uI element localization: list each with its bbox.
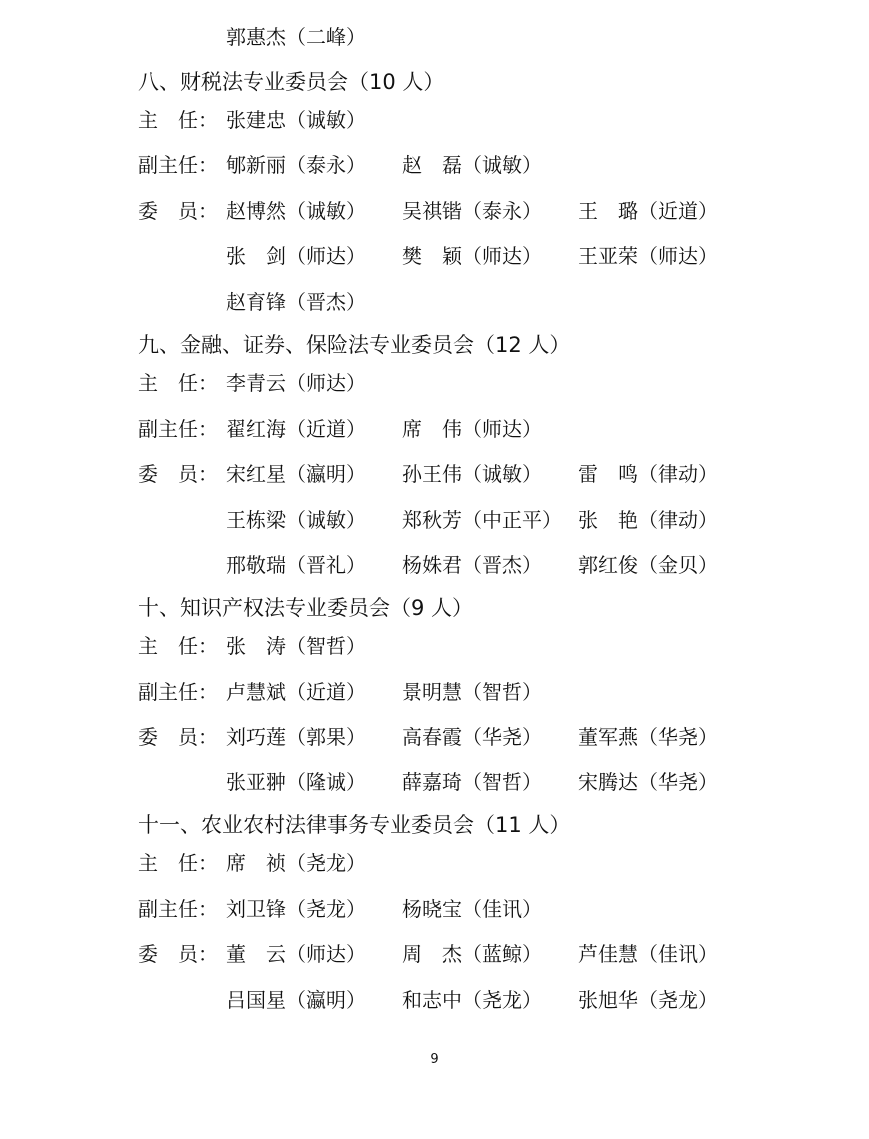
page-number: 9 (430, 1052, 439, 1067)
member-name: 刘卫锋（尧龙） (226, 897, 366, 921)
member-name: 张建忠（诚敏） (226, 108, 366, 132)
member-name: 孙王伟（诚敏） (402, 462, 542, 486)
member-name: 张亚翀（隆诚） (226, 770, 366, 794)
role-label: 主 任： (138, 634, 218, 658)
role-label: 副主任： (138, 897, 218, 921)
member-name: 李青云（师达） (226, 371, 366, 395)
role-label: 委 员： (138, 199, 218, 223)
role-label: 副主任： (138, 680, 218, 704)
role-label: 主 任： (138, 108, 218, 132)
member-name: 董 云（师达） (226, 942, 366, 966)
member-name: 和志中（尧龙） (402, 988, 542, 1012)
member-name: 张 艳（律动） (578, 508, 718, 532)
member-name: 王 璐（近道） (578, 199, 718, 223)
member-name: 郭惠杰（二峰） (226, 25, 366, 49)
role-label: 副主任： (138, 153, 218, 177)
member-name: 吴祺锴（泰永） (402, 199, 542, 223)
member-name: 赵博然（诚敏） (226, 199, 366, 223)
member-name: 芦佳慧（佳讯） (578, 942, 718, 966)
member-name: 张旭华（尧龙） (578, 988, 718, 1012)
member-name: 宋红星（瀛明） (226, 462, 366, 486)
role-label: 主 任： (138, 851, 218, 875)
member-name: 杨姝君（晋杰） (402, 553, 542, 577)
member-name: 郭红俊（金贝） (578, 553, 718, 577)
member-name: 刘巧莲（郭果） (226, 725, 366, 749)
member-name: 董军燕（华尧） (578, 725, 718, 749)
member-name: 樊 颖（师达） (402, 244, 542, 268)
member-name: 郇新丽（泰永） (226, 153, 366, 177)
member-name: 薛嘉琦（智哲） (402, 770, 542, 794)
member-name: 郑秋芳（中正平） (402, 508, 562, 532)
member-name: 周 杰（蓝鲸） (402, 942, 542, 966)
member-name: 席 祯（尧龙） (226, 851, 366, 875)
member-name: 雷 鸣（律动） (578, 462, 718, 486)
section-title: 十一、农业农村法律事务专业委员会（11 人） (138, 813, 571, 837)
section-title: 八、财税法专业委员会（10 人） (138, 70, 445, 94)
member-name: 赵 磊（诚敏） (402, 153, 542, 177)
member-name: 景明慧（智哲） (402, 680, 542, 704)
member-name: 吕国星（瀛明） (226, 988, 366, 1012)
member-name: 翟红海（近道） (226, 417, 366, 441)
member-name: 张 涛（智哲） (226, 634, 366, 658)
member-name: 杨晓宝（佳讯） (402, 897, 542, 921)
member-name: 赵育锋（晋杰） (226, 290, 366, 314)
member-name: 王亚荣（师达） (578, 244, 718, 268)
member-name: 王栋梁（诚敏） (226, 508, 366, 532)
member-name: 邢敬瑞（晋礼） (226, 553, 366, 577)
role-label: 委 员： (138, 942, 218, 966)
role-label: 委 员： (138, 725, 218, 749)
member-name: 宋腾达（华尧） (578, 770, 718, 794)
member-name: 席 伟（师达） (402, 417, 542, 441)
member-name: 卢慧斌（近道） (226, 680, 366, 704)
section-title: 十、知识产权法专业委员会（9 人） (138, 596, 474, 620)
role-label: 副主任： (138, 417, 218, 441)
member-name: 张 剑（师达） (226, 244, 366, 268)
role-label: 主 任： (138, 371, 218, 395)
member-name: 高春霞（华尧） (402, 725, 542, 749)
role-label: 委 员： (138, 462, 218, 486)
section-title: 九、金融、证券、保险法专业委员会（12 人） (138, 333, 571, 357)
